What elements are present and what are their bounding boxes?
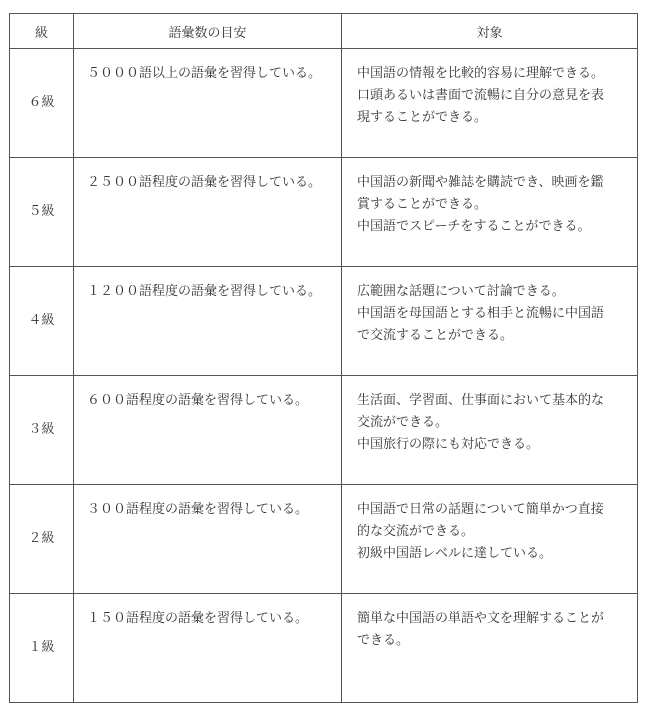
target-cell [342, 158, 638, 267]
target-cell [342, 485, 638, 594]
vocab-cell: １５０語程度の語彙を習得している。 [74, 594, 342, 703]
target-line: 中国語の新聞や雑誌を購読でき、映画を鑑 [357, 175, 604, 190]
target-cell [342, 267, 638, 376]
target-line: 的な交流ができる。 [357, 524, 475, 539]
vocab-cell: ５０００語以上の語彙を習得している。 [74, 49, 342, 158]
vocab-cell: ６００語程度の語彙を習得している。 [74, 376, 342, 485]
table-row [10, 376, 638, 485]
target-line: 中国語を母国語とする相手と流暢に中国語 [357, 306, 605, 321]
vocab-cell: ２５００語程度の語彙を習得している。 [74, 158, 342, 267]
table-row [10, 267, 638, 376]
table-row [10, 594, 638, 703]
level-cell: ４級 [10, 267, 74, 376]
target-line: 初級中国語レベルに達している。 [357, 546, 553, 561]
vocab-cell: ３００語程度の語彙を習得している。 [74, 485, 342, 594]
target-line: 中国語の情報を比較的容易に理解できる。 [357, 66, 605, 81]
level-cell: ３級 [10, 376, 74, 485]
level-cell: ５級 [10, 158, 74, 267]
level-cell: ６級 [10, 49, 74, 158]
target-line: 中国語でスピーチをすることができる。 [357, 219, 591, 234]
target-cell [342, 49, 638, 158]
table-row [10, 485, 638, 594]
target-line: 広範囲な話題について討論できる。 [357, 284, 565, 299]
header-level: 級 [10, 14, 74, 49]
target-line: 中国旅行の際にも対応できる。 [357, 437, 540, 452]
target-line: 現することができる。 [357, 110, 488, 125]
vocab-cell: １２００語程度の語彙を習得している。 [74, 267, 342, 376]
target-line: で交流することができる。 [357, 328, 514, 343]
target-cell [342, 376, 638, 485]
table-row [10, 49, 638, 158]
target-line: 中国語で日常の話題について簡単かつ直接 [357, 502, 604, 517]
target-line: 賞することができる。 [357, 197, 488, 212]
level-cell: ２級 [10, 485, 74, 594]
level-table [9, 13, 638, 703]
header-row [10, 14, 638, 49]
table-row [10, 158, 638, 267]
level-cell: １級 [10, 594, 74, 703]
target-line: 口頭あるいは書面で流暢に自分の意見を表 [357, 88, 605, 103]
target-line: 交流ができる。 [357, 415, 449, 430]
target-line: 生活面、学習面、仕事面において基本的な [357, 393, 605, 408]
header-vocab: 語彙数の目安 [74, 14, 342, 49]
target-line: 簡単な中国語の単語や文を理解することが [357, 611, 605, 626]
header-target: 対象 [342, 14, 638, 49]
target-line: できる。 [357, 633, 410, 648]
target-cell [342, 594, 638, 703]
